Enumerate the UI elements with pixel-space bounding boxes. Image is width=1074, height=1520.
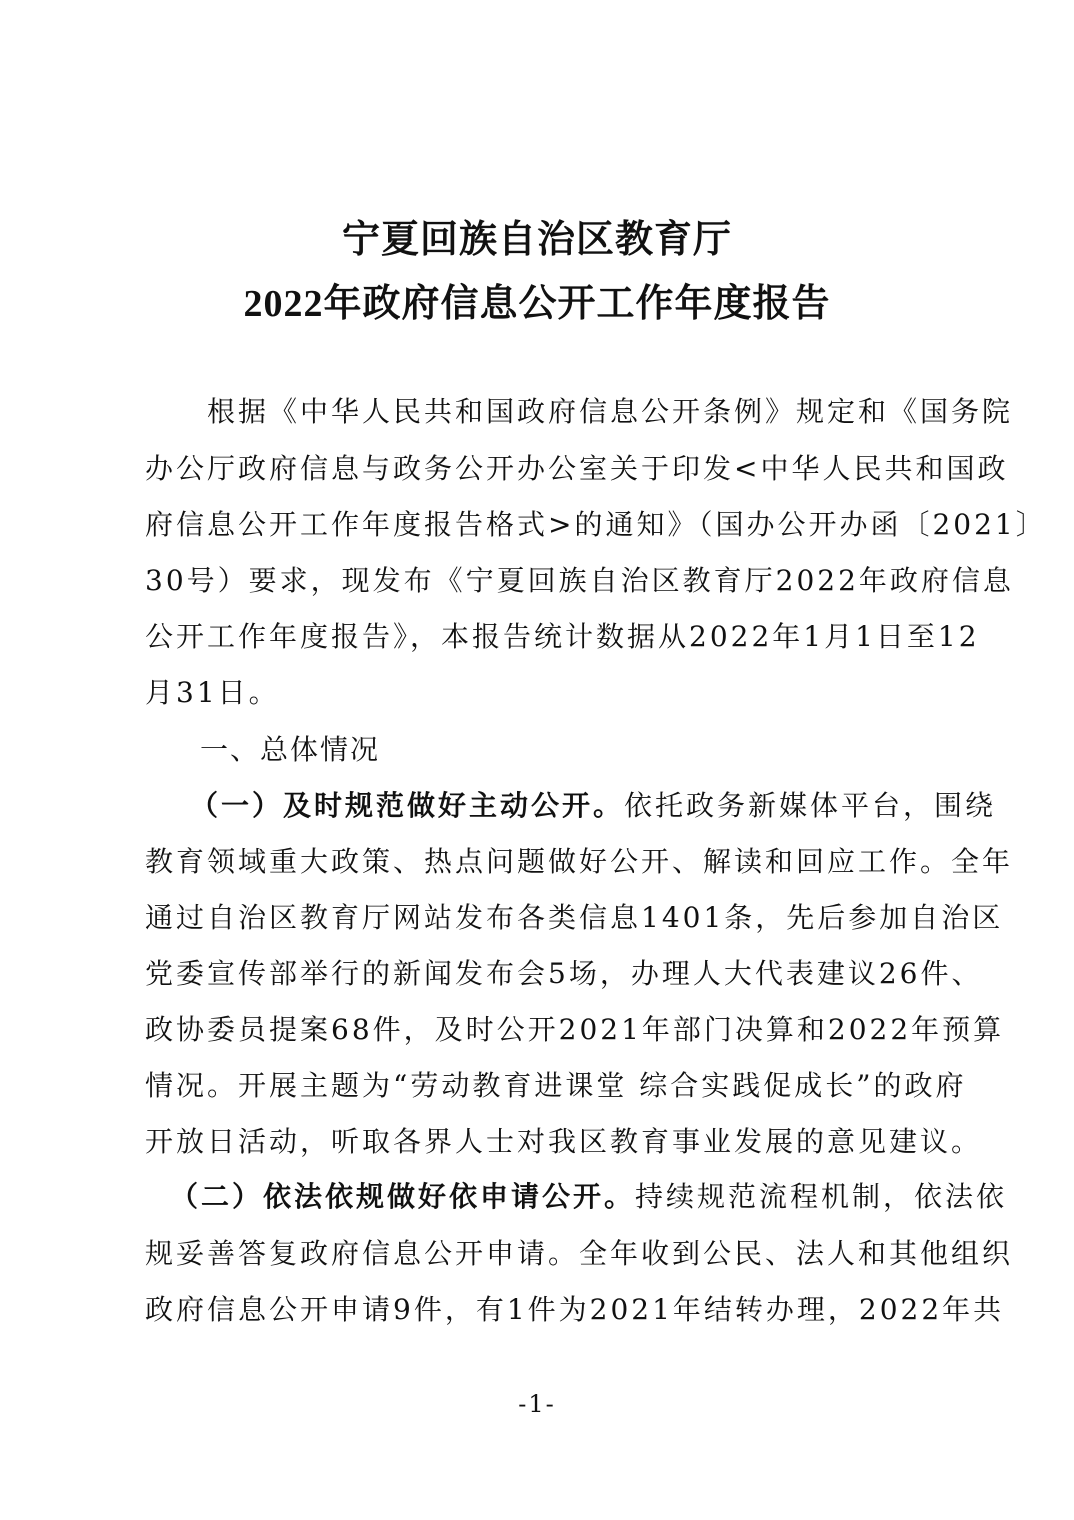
body-line: 通过自治区教育厅网站发布各类信息1401条，先后参加自治区	[145, 901, 1004, 934]
body-line: 政协委员提案68件，及时公开2021年部门决算和2022年预算	[145, 1013, 1005, 1046]
intro-line: 公开工作年度报告》，本报告统计数据从2022年1月1日至12	[145, 620, 980, 653]
subsection-first-line	[190, 784, 997, 824]
document-title-line1: 宁夏回族自治区教育厅	[341, 219, 732, 261]
subsection-lead: （二）依法依规做好依申请公开。	[170, 1180, 636, 1213]
section-heading: 一、总体情况	[200, 733, 381, 766]
body-line: 开放日活动，听取各界人士对我区教育事业发展的意见建议。	[145, 1125, 983, 1158]
intro-line: 府信息公开工作年度报告格式>的通知》（国办公开办函〔2021〕	[145, 508, 1047, 541]
intro-line: 办公厅政府信息与政务公开办公室关于印发<中华人民共和国政	[145, 452, 1009, 485]
subsection-text: 持续规范流程机制，依法依	[635, 1180, 1008, 1213]
intro-line: 30号）要求，现发布《宁夏回族自治区教育厅2022年政府信息	[145, 564, 1014, 597]
body-line: 教育领域重大政策、热点问题做好公开、解读和回应工作。全年	[145, 845, 1014, 878]
subsection-first-line	[170, 1175, 1008, 1215]
document-title-line2: 2022年政府信息公开工作年度报告	[243, 283, 831, 325]
subsection-text: 依托政务新媒体平台，围绕	[624, 789, 997, 822]
intro-line: 根据《中华人民共和国政府信息公开条例》规定和《国务院	[145, 395, 1014, 428]
body-line: 政府信息公开申请9件，有1件为2021年结转办理，2022年共	[145, 1293, 1005, 1326]
page-number: -1-	[518, 1390, 556, 1418]
subsection-lead: （一）及时规范做好主动公开。	[190, 789, 625, 822]
body-line: 规妥善答复政府信息公开申请。全年收到公民、法人和其他组织	[145, 1237, 1014, 1270]
intro-line: 月31日。	[145, 676, 280, 709]
body-line: 党委宣传部举行的新闻发布会5场，办理人大代表建议26件、	[145, 957, 983, 990]
body-line: 情况。开展主题为“劳动教育进课堂 综合实践促成长”的政府	[145, 1069, 967, 1102]
